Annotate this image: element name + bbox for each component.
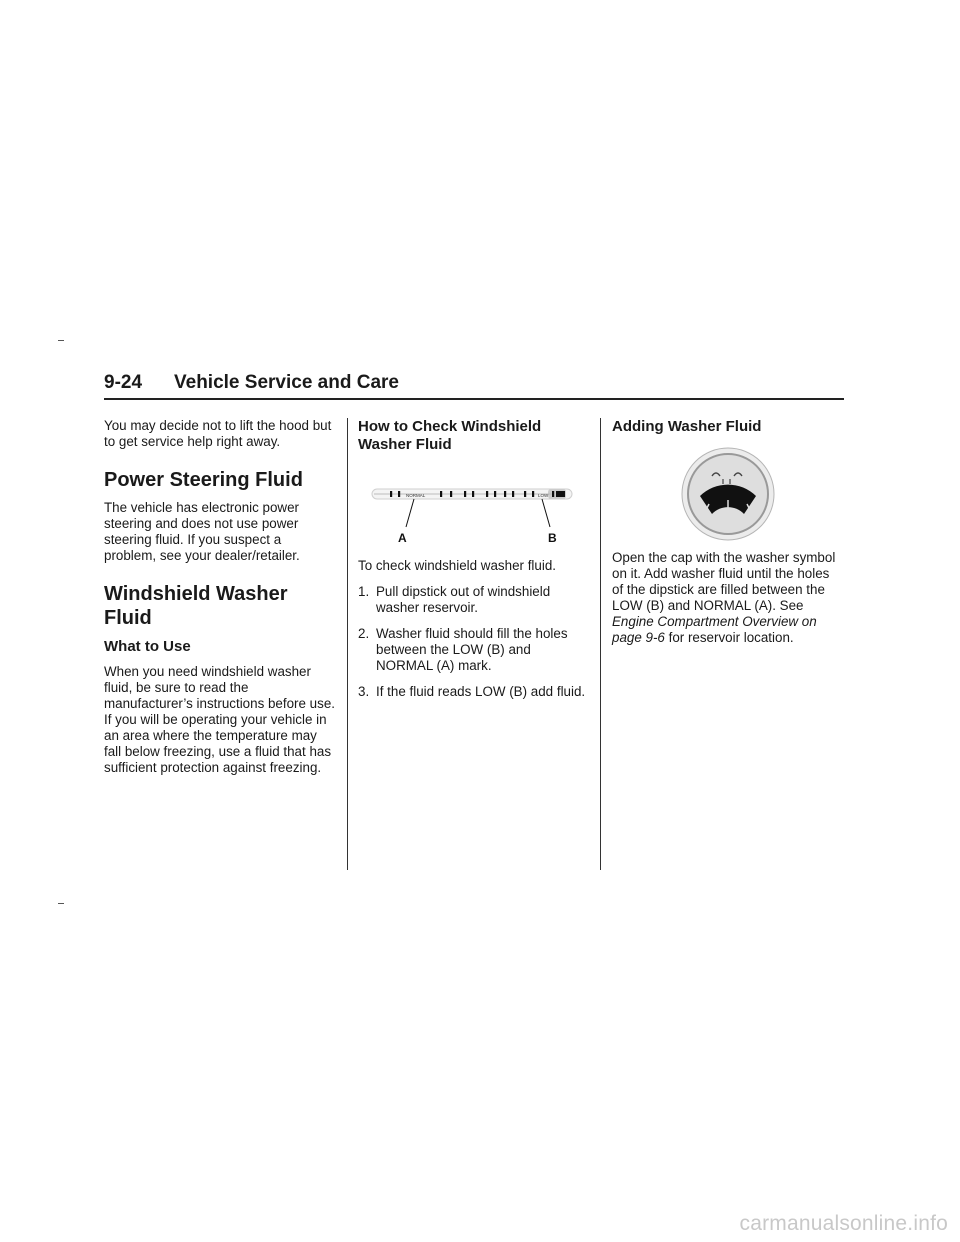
washer-fluid-heading: Windshield Washer Fluid [104,583,288,629]
power-steering-heading: Power Steering Fluid [104,469,303,491]
crop-mark-top [58,340,64,341]
list-item: 2. Washer fluid should fill the holes between the LOW (B) and NORMAL (A) mark. [358,626,568,673]
what-to-use-heading: What to Use [104,638,191,655]
check-steps-list [358,584,590,700]
section-title: Vehicle Service and Care [174,372,399,393]
intro-paragraph: You may decide not to lift the hood but to get service help right away. [104,418,332,449]
crop-mark-bottom [58,903,64,904]
how-to-check-heading: How to Check Windshield Washer Fluid [358,418,542,453]
dipstick-figure [358,468,590,550]
column-3 [612,418,844,656]
column-divider-2 [600,418,601,870]
check-lead-paragraph: To check windshield washer fluid. [358,558,556,573]
washer-cap-icon [682,448,774,540]
adding-fluid-paragraph: Open the cap with the washer symbol on it. Add washer fluid until the holes of the dipstick are filled between the LOW (B) and NORMAL (A). See Engine Compartment Overview on page 9-6 for reservoir location. [612,550,836,645]
engine-compartment-reference-link[interactable]: Engine Compartment Overview on page 9-6 [612,614,817,645]
page-header [104,372,844,400]
figure-label-b: B [548,531,557,545]
page-number: 9-24 [104,372,143,393]
power-steering-paragraph: The vehicle has electronic power steering and does not use power steering fluid. If you suspect a problem, see your dealer/retailer. [104,500,300,563]
adding-washer-fluid-heading: Adding Washer Fluid [612,418,762,435]
list-item: 3. If the fluid reads LOW (B) add fluid. [358,684,586,699]
list-item: 1. Pull dipstick out of windshield washer reservoir. [358,584,551,615]
washer-symbol-figure [612,444,844,546]
low-mark-label: LOW [538,493,549,498]
normal-mark-label: NORMAL [406,493,426,498]
dipstick-icon [372,489,572,527]
column-divider-1 [347,418,348,870]
watermark: carmanualsonline.info [739,1212,948,1235]
column-2 [358,418,590,710]
what-to-use-paragraph: When you need windshield washer fluid, be sure to read the manufacturer’s instructions before use. If you will be operating your vehicle in an area where the temperature may fall below freezing, use a fluid that has sufficient protection against freezing. [104,664,335,775]
column-1 [104,418,336,786]
figure-label-a: A [398,531,407,545]
